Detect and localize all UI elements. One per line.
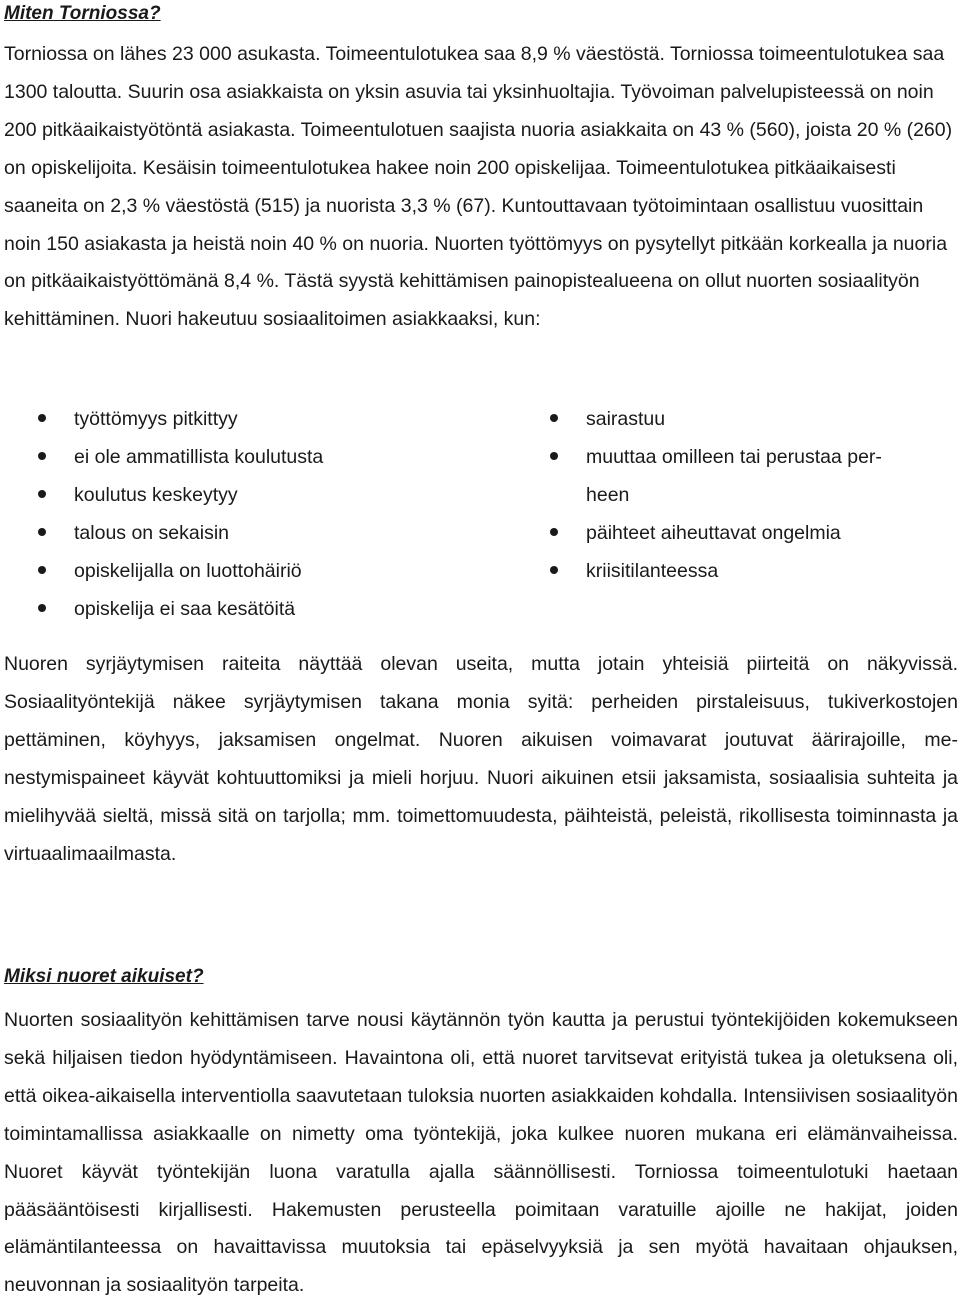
intro-paragraph: Torniossa on lähes 23 000 asukasta. Toimeentulotukea saa 8,9 % väestöstä. Torniossa toimeentulotukea saa 1300 taloutta. Suurin osa asiakkaista on yksin asuvia tai yksinhuoltajia. Työvoiman palvelupisteessä on noin 200 pitkäaikaistyötöntä asiakasta. Toimeentulotuen saajista nuoria asiakkaita on 43 % (560), joista 20 % (260) on opiskelijoita. Kesäisin toimeentulotukea hakee noin 200 opiskelijaa. Toimeentulotukea pitkäaikaisesti saaneita on 2,3 % väestöstä (515) ja nuorista 3,3 % (67). Kuntouttavaan työtoimintaan osallistuu vuosittain noin 150 asiakasta ja heistä noin 40 % on nuoria. Nuorten työttömyys on pysytellyt pitkään korkealla ja nuoria on pitkäaikaistyöttömänä 8,4 %. Tästä syystä kehittämisen painopistealueena on ollut nuorten sosiaalityön kehittäminen. Nuori hakeutuu sosiaalitoimen asiakkaaksi, kun: bbox=[4, 43, 953, 331]
section-heading-miten-torniossa: Miten Torniossa? bbox=[4, 3, 161, 24]
section-heading-miksi-nuoret-aikuiset: Miksi nuoret aikuiset? bbox=[4, 966, 204, 987]
bullet-item bbox=[550, 438, 930, 514]
bullet-text: talous on sekaisin bbox=[74, 522, 230, 544]
bullet-dot-icon bbox=[550, 528, 558, 536]
bullet-dot-icon bbox=[38, 452, 46, 460]
bullet-dot-icon bbox=[38, 490, 46, 498]
bullet-item bbox=[550, 514, 930, 552]
bullet-item bbox=[38, 476, 498, 514]
reasons-paragraph: Nuorten sosiaalityön kehittämisen tarve nousi käytännön työn kautta ja perustui työntekijöiden kokemukseen sekä hiljaisen tiedon hyödyntämiseen. Havaintona oli, että nuoret tarvitsevat erityistä tukea ja oletuksena oli, että oikea-aikaisella interventiolla saavutetaan tuloksia nuorten asiakkaiden kohdalla. Intensiivisen sosiaalityön toimintamallissa asiakkaalle on nimetty oma työntekijä, joka kulkee nuoren mukana eri elämänvaiheissa. Nuoret käyvät työntekijän luona varatulla ajalla säännöllisesti. Torniossa toimeentulotuki haetaan pääsääntöisesti kirjallisesti. Hakemusten perusteella poimitaan varatuille ajoille ne hakijat, joiden elämäntilanteessa on havaittavissa muutoksia tai epäselvyyksiä ja sen myötä havaitaan ohjauksen, neuvonnan ja sosiaalityön tarpeita. bbox=[4, 1009, 958, 1297]
bullet-text: ei ole ammatillista koulutusta bbox=[74, 446, 324, 468]
bullet-dot-icon bbox=[38, 566, 46, 574]
bullet-text: sairastuu bbox=[586, 408, 666, 430]
bullet-text: koulutus keskeytyy bbox=[74, 484, 238, 506]
bullet-column-right bbox=[550, 400, 930, 590]
exclusion-paragraph: Nuoren syrjäytymisen raiteita näyttää olevan useita, mutta jotain yhteisiä piirteitä on näkyvissä. Sosiaalityöntekijä näkee syrjäytymisen takana monia syitä: perheiden pirstaleisuus, tukiverkostojen pettäminen, köyhyys, jaksamisen ongelmat. Nuoren aikuisen voimavarat joutuvat äärirajoille, menestymispaineet käyvät kohtuuttomiksi ja mieli horjuu. Nuori aikuinen etsii jaksamista, sosiaalisia suhteita ja mielihyvää sieltä, missä sitä on tarjolla; mm. toimettomuudesta, päihteistä, peleistä, rikollisesta toiminnasta ja virtuaalimaailmasta. bbox=[4, 653, 958, 865]
bullet-text: muuttaa omilleen tai perustaa per- heen bbox=[586, 446, 882, 506]
bullet-dot-icon bbox=[550, 452, 558, 460]
bullet-column-left bbox=[38, 400, 498, 628]
bullet-dot-icon bbox=[38, 528, 46, 536]
bullet-item bbox=[550, 552, 930, 590]
bullet-item bbox=[38, 514, 498, 552]
bullet-item bbox=[38, 400, 498, 438]
bullet-item bbox=[550, 400, 930, 438]
bullet-text: päihteet aiheuttavat ongelmia bbox=[586, 522, 841, 544]
bullet-item bbox=[38, 590, 498, 628]
bullet-dot-icon bbox=[38, 604, 46, 612]
bullet-dot-icon bbox=[38, 414, 46, 422]
bullet-dot-icon bbox=[550, 566, 558, 574]
bullet-dot-icon bbox=[550, 414, 558, 422]
bullet-text: kriisitilanteessa bbox=[586, 560, 719, 582]
bullet-item bbox=[38, 438, 498, 476]
bullet-text: opiskelija ei saa kesätöitä bbox=[74, 598, 296, 620]
bullet-text: opiskelijalla on luottohäiriö bbox=[74, 560, 302, 582]
bullet-text: työttömyys pitkittyy bbox=[74, 408, 238, 430]
bullet-item bbox=[38, 552, 498, 590]
reasons-bullet-list bbox=[4, 400, 958, 630]
